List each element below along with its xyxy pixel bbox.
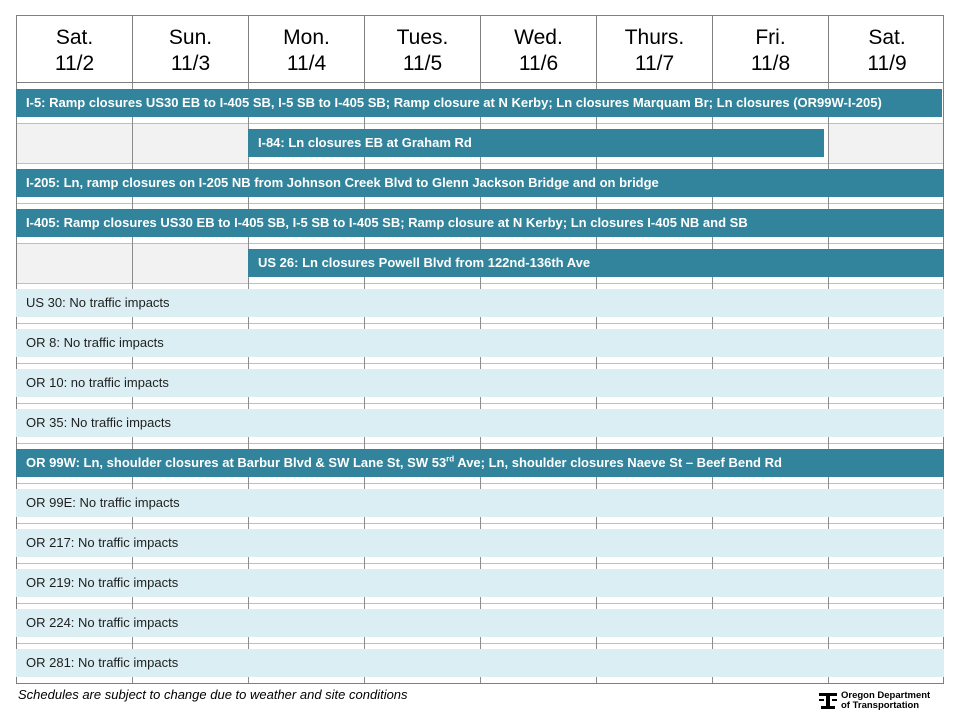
- route-bar-or219: OR 219: No traffic impacts: [16, 569, 944, 597]
- route-bar-or99e: OR 99E: No traffic impacts: [16, 489, 944, 517]
- day-header-sat-2: Sat. 11/9: [867, 26, 907, 75]
- route-bar-or217: OR 217: No traffic impacts: [16, 529, 944, 557]
- or99w-text-end: Ave; Ln, shoulder closures Naeve St – Beef Bend Rd: [454, 455, 782, 470]
- route-bar-us30: US 30: No traffic impacts: [16, 289, 944, 317]
- day-header-thurs: Thurs. 11/7: [597, 16, 713, 84]
- route-bar-i5: I-5: Ramp closures US30 EB to I-405 SB, I-5 SB to I-405 SB; Ramp closure at N Kerby; Ln closures Marquam Br; Ln closures (OR99W-I-205): [16, 89, 942, 117]
- day-header-row: [16, 15, 944, 83]
- route-bar-i205: I-205: Ln, ramp closures on I-205 NB from Johnson Creek Blvd to Glenn Jackson Bridge and on bridge: [16, 169, 944, 197]
- day-header-sun: Sun. 11/3: [133, 16, 249, 84]
- or99w-superscript: rd: [446, 454, 455, 464]
- day-header-sat-1: Sat. 11/2: [17, 16, 133, 84]
- route-bar-or281: OR 281: No traffic impacts: [16, 649, 944, 677]
- empty-cell: [828, 123, 943, 163]
- or99w-text-start: OR 99W: Ln, shoulder closures at Barbur Blvd & SW Lane St, SW 53: [26, 455, 447, 470]
- grid-border-bottom: [16, 683, 944, 684]
- day-header-fri: Fri. 11/8: [713, 16, 829, 84]
- route-bar-or99w: [16, 449, 944, 477]
- route-bar-or224: OR 224: No traffic impacts: [16, 609, 944, 637]
- route-bar-or35: OR 35: No traffic impacts: [16, 409, 944, 437]
- schedule-grid: [16, 15, 944, 684]
- day-header-mon: Mon. 11/4: [249, 16, 365, 84]
- odot-logo-text: Oregon Department of Transportation: [841, 690, 931, 711]
- route-bar-or8: OR 8: No traffic impacts: [16, 329, 944, 357]
- route-bar-i405: I-405: Ramp closures US30 EB to I-405 SB, I-5 SB to I-405 SB; Ramp closure at N Kerby; Ln closures I-405 NB and SB: [16, 209, 944, 237]
- route-bar-i84: I-84: Ln closures EB at Graham Rd: [248, 129, 824, 157]
- schedule-disclaimer: Schedules are subject to change due to weather and site conditions: [18, 687, 408, 702]
- day-header-wed: Wed. 11/6: [481, 16, 597, 84]
- route-bar-us26: US 26: Ln closures Powell Blvd from 122nd-136th Ave: [248, 249, 944, 277]
- route-bar-or10: OR 10: no traffic impacts: [16, 369, 944, 397]
- odot-logo-icon: [818, 691, 838, 711]
- odot-logo: [818, 690, 948, 714]
- day-header-tues: Tues. 11/5: [365, 16, 481, 84]
